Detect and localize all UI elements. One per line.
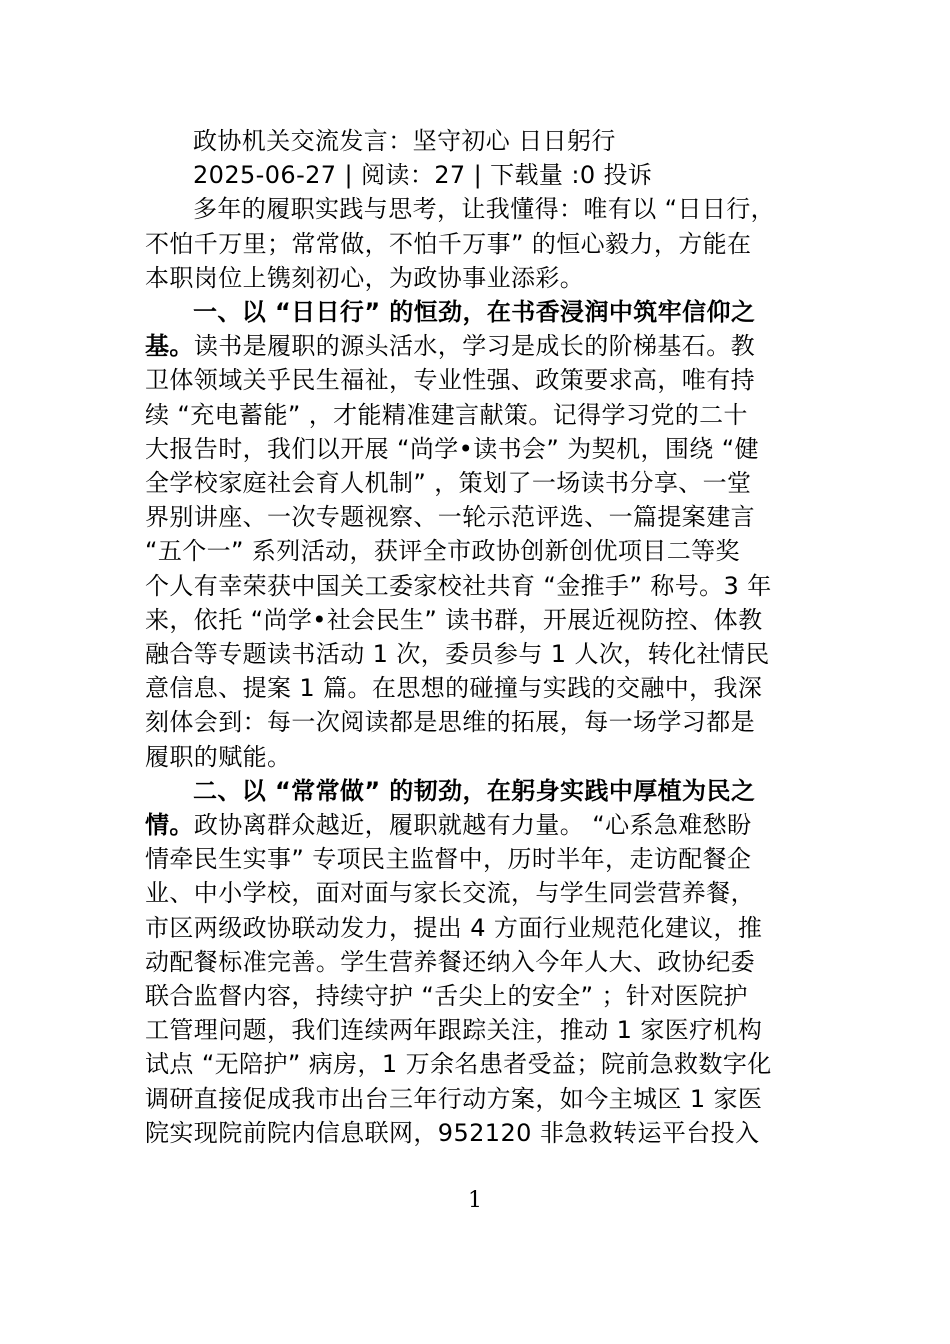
- section2-line: 情牵民生实事” 专项民主监督中，历时半年，走访配餐企: [145, 845, 752, 874]
- document-title: 政协机关交流发言：坚守初心 日日躬行: [193, 127, 616, 155]
- document-body: [145, 124, 810, 1150]
- document-meta: 2025-06-27 | 阅读：27 | 下载量 :0 投诉: [193, 161, 653, 190]
- section1-heading: 一、以 “日日行” 的恒劲，在书香浸润中筑牢信仰之: [193, 298, 756, 327]
- section2-line: 联合监督内容，持续守护 “舌尖上的安全” ；针对医院护: [145, 982, 748, 1011]
- section1-line: 来，依托 “尚学•社会民生” 读书群，开展近视防控、体教: [145, 605, 763, 634]
- section1-line: 意信息、提案 1 篇。在思想的碰撞与实践的交融中，我深: [145, 674, 763, 703]
- intro-line: 多年的履职实践与思考，让我懂得：唯有以 “日日行，: [193, 195, 776, 224]
- section1-line: 个人有幸荣获中国关工委家校社共育 “金推手” 称号。3 年: [145, 571, 772, 600]
- section1-line: 界别讲座、一次专题视察、一轮示范评选、一篇提案建言: [145, 503, 755, 532]
- intro-line: 不怕千万里；常常做，不怕千万事” 的恒心毅力，方能在: [145, 229, 752, 258]
- section2-line: 工管理问题，我们连续两年跟踪关注，推动 1 家医疗机构: [145, 1016, 763, 1045]
- section1-line: 卫体领域关乎民生福祉，专业性强、政策要求高，唯有持: [145, 366, 755, 395]
- section2-line: 业、中小学校，面对面与家长交流，与学生同尝营养餐，: [145, 879, 755, 908]
- section2-line: 市区两级政协联动发力，提出 4 方面行业规范化建议，推: [145, 913, 763, 942]
- section2-line: 院实现院前院内信息联网，952120 非急救转运平台投入: [145, 1118, 760, 1147]
- section2-heading-end: 情。: [145, 811, 194, 840]
- section2-line: 试点 “无陪护” 病房，1 万余名患者受益；院前急救数字化: [145, 1050, 772, 1079]
- section1-line: 刻体会到：每一次阅读都是思维的拓展，每一场学习都是: [145, 708, 755, 737]
- section2-text: 政协离群众越近，履职就越有力量。 “心系急难愁盼: [193, 811, 752, 840]
- section1-line: “五个一” 系列活动，获评全市政协创新创优项目二等奖: [145, 537, 740, 566]
- section2-heading: 二、以 “常常做” 的韧劲，在躬身实践中厚植为民之: [193, 776, 756, 805]
- section1-line: 融合等专题读书活动 1 次，委员参与 1 人次，转化社情民: [145, 640, 770, 669]
- section2-line: 动配餐标准完善。学生营养餐还纳入今年人大、政协纪委: [145, 947, 755, 976]
- section1-line: 续 “充电蓄能” ，才能精准建言献策。记得学习党的二十: [145, 400, 748, 429]
- section1-line: 全学校家庭社会育人机制” ，策划了一场读书分享、一堂: [145, 469, 752, 498]
- section1-line: 大报告时，我们以开展 “尚学•读书会” 为契机，围绕 “健: [145, 434, 759, 463]
- section2-heading-continued: [145, 808, 810, 842]
- intro-line: 本职岗位上镌刻初心，为政协事业添彩。: [145, 263, 585, 292]
- page-number: 1: [468, 1188, 482, 1213]
- section1-heading-end: 基。: [145, 332, 194, 361]
- section1-line: 履职的赋能。: [145, 742, 292, 771]
- section2-line: 调研直接促成我市出台三年行动方案，如今主城区 1 家医: [145, 1084, 763, 1113]
- section1-text: 读书是履职的源头活水，学习是成长的阶梯基石。教: [193, 332, 756, 361]
- section1-heading-continued: [145, 329, 810, 363]
